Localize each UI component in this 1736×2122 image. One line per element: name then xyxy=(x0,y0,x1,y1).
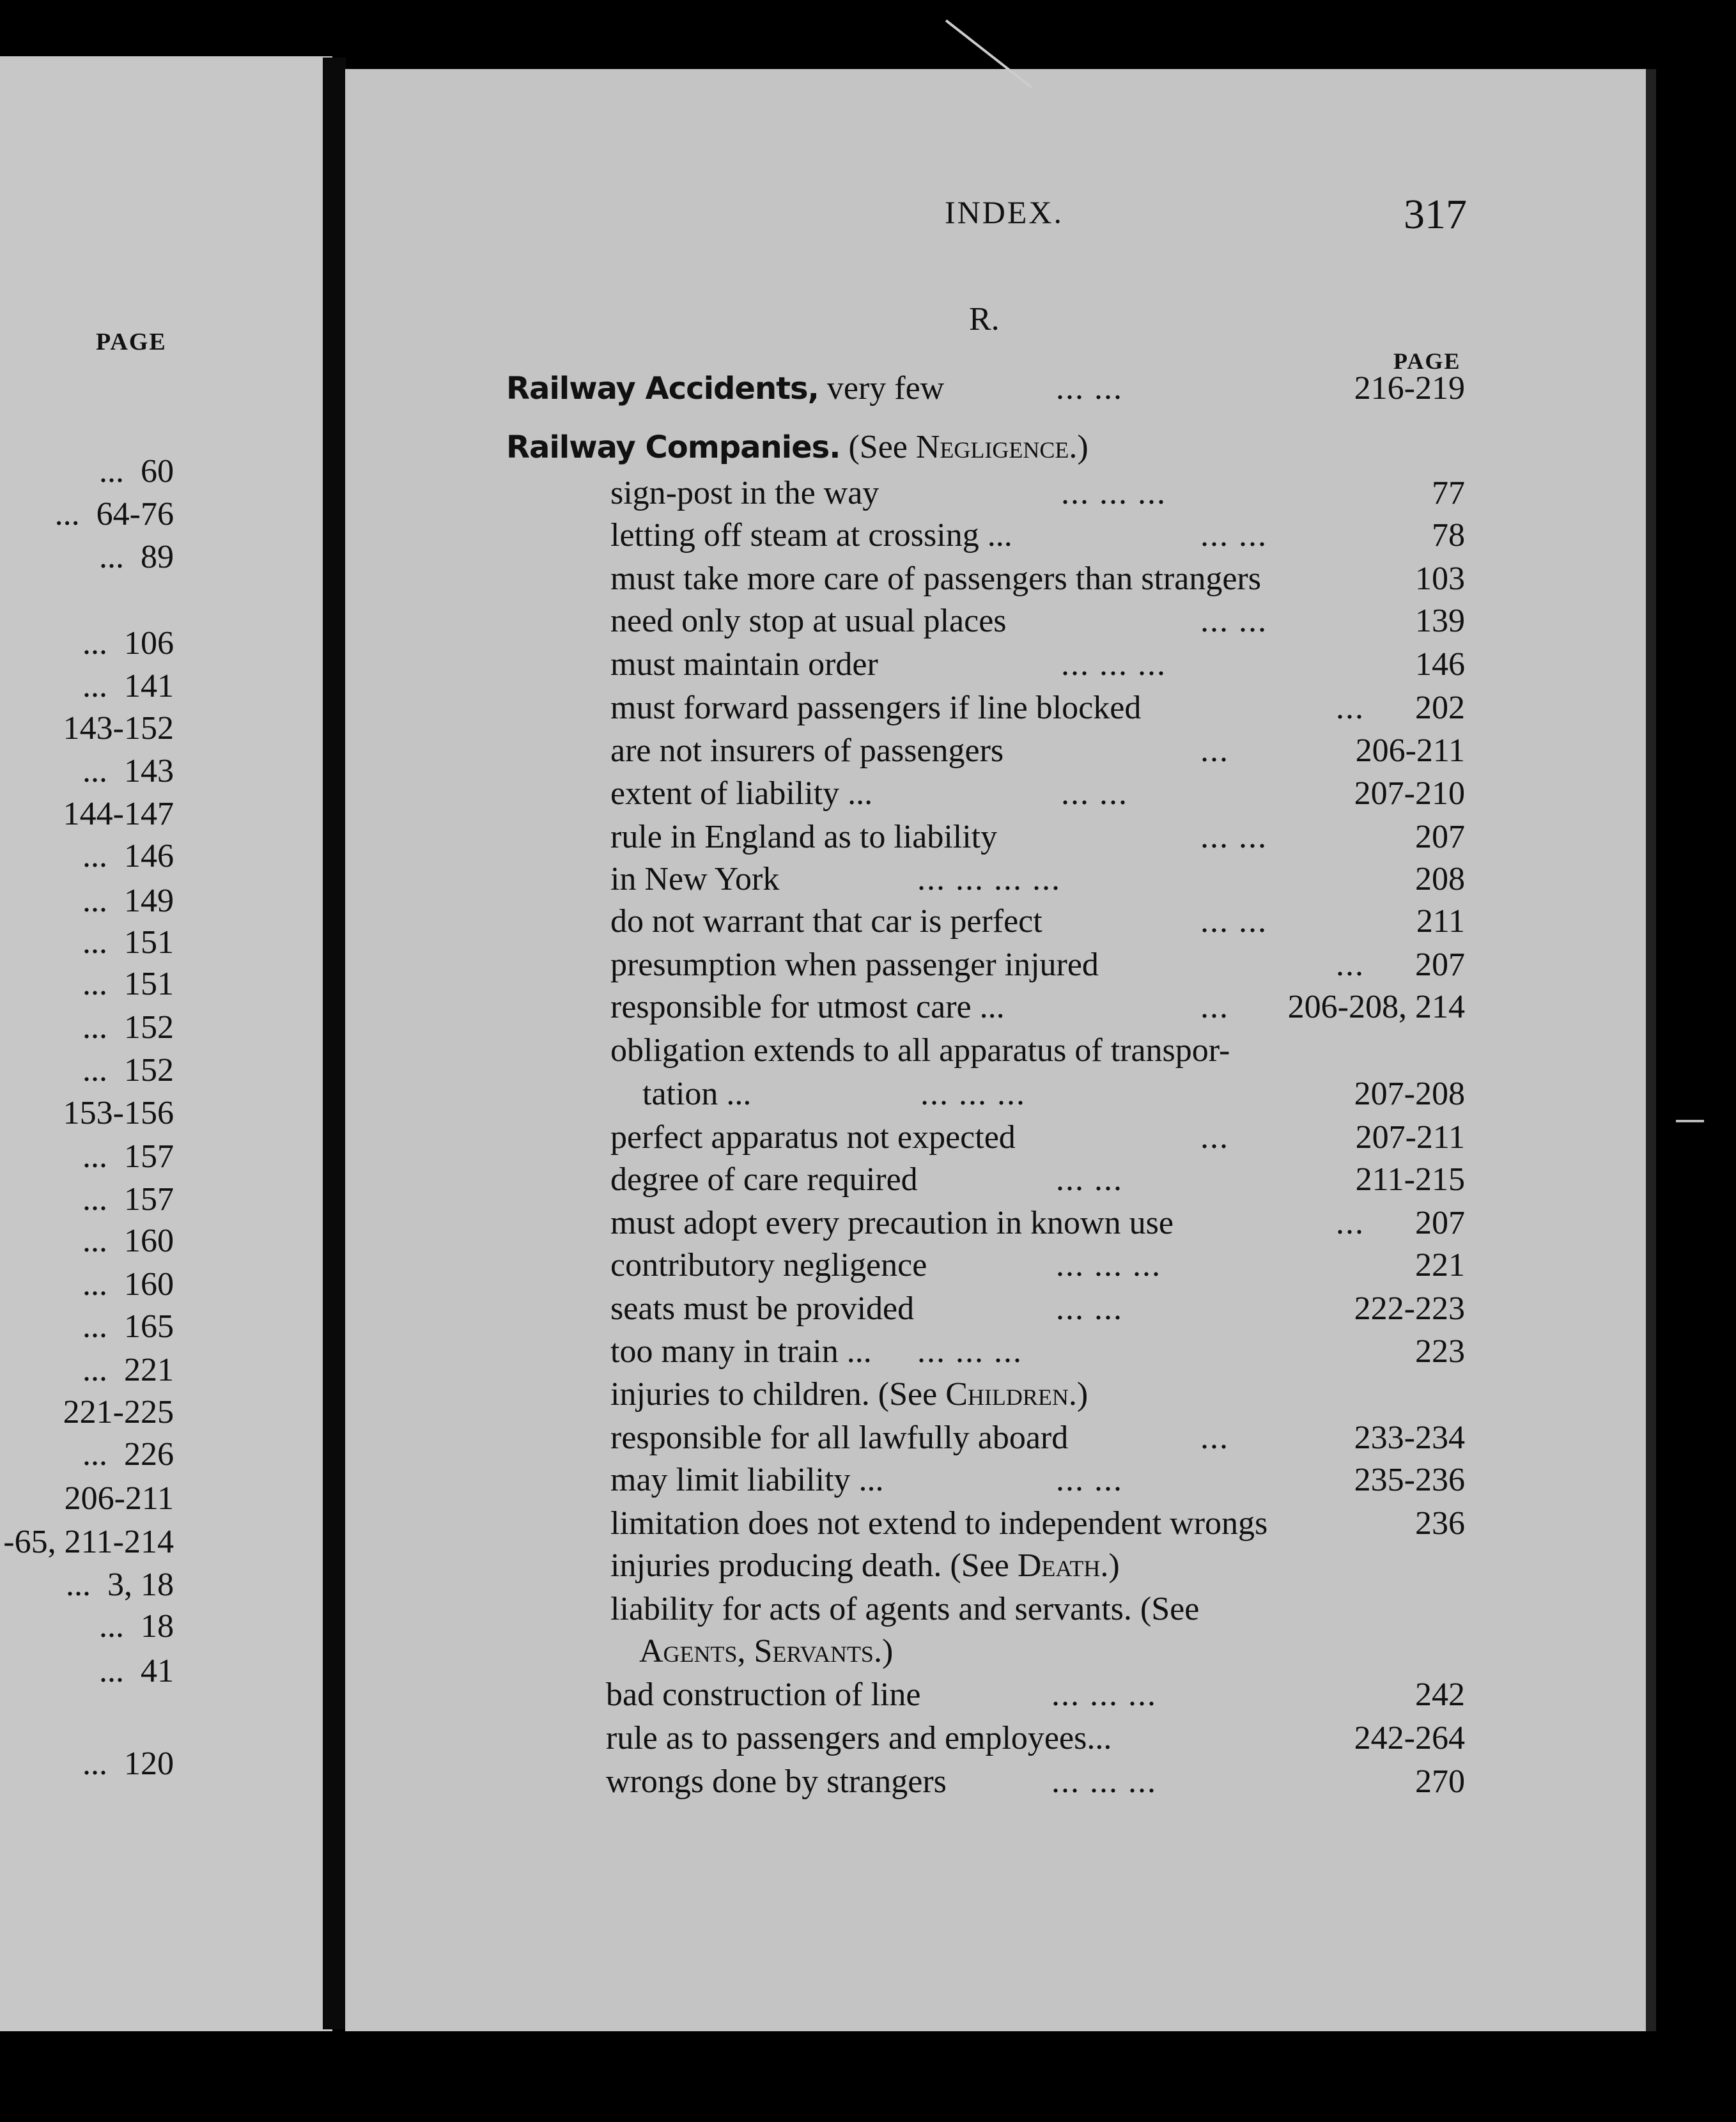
page-reference: 202 xyxy=(1415,690,1465,726)
cross-reference: Negligence. xyxy=(915,429,1078,465)
subentry-text: obligation extends to all apparatus of transpor- xyxy=(610,1032,1230,1069)
page-reference: 208 xyxy=(1415,861,1465,897)
dot-leader: ... xyxy=(54,496,80,532)
left-index-row xyxy=(47,1094,174,1132)
left-index-row xyxy=(47,1393,174,1431)
page-reference: 143 xyxy=(124,753,174,789)
dot-leader: ... ... xyxy=(1056,1462,1123,1498)
dot-leader: ... xyxy=(1336,690,1365,726)
subentry-text: rule in England as to liability xyxy=(610,819,998,855)
left-index-row xyxy=(82,1266,174,1303)
subentry-text: must take more care of passengers than strangers xyxy=(610,561,1261,597)
running-head: INDEX. xyxy=(945,194,1064,230)
index-subentry xyxy=(610,1333,872,1370)
subentry-text: in New York xyxy=(610,861,780,897)
dot-leader: ... ... ... xyxy=(1056,1247,1161,1283)
dot-leader: ... xyxy=(82,625,107,662)
dot-leader: ... ... ... xyxy=(1051,1763,1157,1800)
subentry-text: must forward passengers if line blocked xyxy=(610,690,1142,726)
page-reference: 153-156 xyxy=(63,1095,174,1131)
left-index-row xyxy=(66,1566,174,1604)
dot-leader: ... ... xyxy=(1056,1290,1123,1327)
cross-reference: Children. xyxy=(945,1376,1077,1413)
page-reference: 141 xyxy=(124,668,174,704)
page-reference: 235-236 xyxy=(1354,1462,1465,1498)
dot-leader: ... ... xyxy=(1200,603,1267,639)
subentry-text: responsible for all lawfully aboard xyxy=(610,1420,1069,1456)
dot-leader: ... ... ... xyxy=(1061,475,1166,511)
index-subentry xyxy=(610,1032,1230,1069)
subentry-text: may limit liability ... xyxy=(610,1462,884,1498)
section-letter: R. xyxy=(969,301,1000,337)
dot-leader: ... xyxy=(1336,1205,1365,1241)
dot-leader: ... ... ... xyxy=(917,1333,1023,1370)
page-reference: 270 xyxy=(1415,1763,1465,1800)
scan-mark xyxy=(1676,1120,1704,1122)
page-reference: 233-234 xyxy=(1354,1420,1465,1456)
subentry-text: seats must be provided xyxy=(610,1290,915,1327)
left-index-row xyxy=(48,1480,174,1517)
page-reference: 77 xyxy=(1432,475,1465,511)
subentry-text: wrongs done by strangers xyxy=(606,1763,947,1800)
index-subentry xyxy=(610,1204,1174,1242)
left-index-row xyxy=(82,1745,174,1783)
dot-leader: ... xyxy=(82,1746,107,1782)
page-reference: 146 xyxy=(124,838,174,874)
index-subentry xyxy=(610,732,1004,770)
page-reference: 165 xyxy=(124,1308,174,1345)
index-subentry xyxy=(610,1290,914,1328)
page-reference: 157 xyxy=(124,1138,174,1175)
subentry-text: letting off steam at crossing ... xyxy=(610,517,1012,554)
page-column-label: PAGE xyxy=(1393,348,1461,374)
page-reference: 221 xyxy=(1415,1247,1465,1283)
dot-leader: ... ... ... xyxy=(1051,1677,1157,1713)
left-index-row xyxy=(82,882,174,920)
index-subentry xyxy=(610,1419,1068,1457)
subentry-text: extent of liability ... xyxy=(610,775,873,812)
left-index-row xyxy=(82,1436,174,1473)
page-reference: 78 xyxy=(1432,517,1465,554)
dot-leader: ... ... xyxy=(1200,517,1267,554)
dot-leader: ... xyxy=(82,668,107,704)
dot-leader: ... xyxy=(66,1567,91,1603)
dot-leader: ... xyxy=(82,753,107,789)
subentry-text: perfect apparatus not expected xyxy=(610,1119,1016,1156)
page-reference: 221-225 xyxy=(63,1394,174,1430)
page-reference: 226 xyxy=(124,1436,174,1473)
index-subentry xyxy=(606,1763,947,1801)
page-reference: 216-219 xyxy=(1354,370,1465,407)
dot-leader: ... ... xyxy=(1056,1161,1123,1198)
page-reference: 206-211 xyxy=(64,1480,174,1517)
cross-reference-close: ) xyxy=(1108,1547,1120,1584)
dot-leader: ... xyxy=(82,1352,107,1388)
dot-leader: ... xyxy=(1200,989,1229,1025)
page-reference: 160 xyxy=(124,1223,174,1259)
heading-term: Railway Accidents, xyxy=(506,371,819,407)
page-reference: 120 xyxy=(124,1746,174,1782)
page-reference: 89 xyxy=(141,539,174,575)
subentry-text: injuries producing death. (See xyxy=(610,1547,1018,1584)
left-index-row xyxy=(82,1181,174,1218)
dot-leader: ... xyxy=(82,966,107,1002)
left-index-row xyxy=(0,1523,174,1561)
page-reference: 64-76 xyxy=(96,496,174,532)
dot-leader: ... xyxy=(82,1009,107,1046)
book-spine xyxy=(323,58,346,2029)
dot-leader: ... xyxy=(99,1653,124,1689)
index-subentry xyxy=(606,1676,920,1714)
page-reference: 211-215 xyxy=(1355,1161,1465,1198)
index-subentry xyxy=(610,689,1141,727)
left-index-row xyxy=(82,1222,174,1260)
index-subentry xyxy=(610,818,997,856)
heading-qualifier: very few xyxy=(818,370,945,407)
subentry-text: tation ... xyxy=(642,1076,752,1112)
dot-leader: ... xyxy=(1200,1420,1229,1456)
dot-leader: ... ... xyxy=(1061,775,1128,812)
index-subentry xyxy=(610,1375,1088,1413)
index-subentry xyxy=(610,1547,1120,1584)
left-index-row xyxy=(82,1009,174,1046)
subentry-text: limitation does not extend to independent wrongs xyxy=(610,1505,1268,1542)
page-reference: 139 xyxy=(1415,603,1465,639)
left-index-row xyxy=(55,495,174,533)
left-index-row xyxy=(47,709,174,747)
dot-leader: ... xyxy=(99,1608,124,1645)
page-reference: 146 xyxy=(1415,646,1465,683)
left-page-column-label: PAGE xyxy=(96,329,167,355)
dot-leader: ... xyxy=(1336,947,1365,983)
left-index-row xyxy=(99,1607,174,1645)
subentry-text: are not insurers of passengers xyxy=(610,732,1004,769)
index-subentry xyxy=(610,860,779,898)
index-subentry xyxy=(610,474,879,512)
index-subentry xyxy=(610,902,1042,940)
left-index-row xyxy=(82,1308,174,1345)
index-subentry xyxy=(610,775,872,812)
page-reference: 207-208 xyxy=(1354,1076,1465,1112)
page-reference: 18 xyxy=(141,1608,174,1645)
index-subentry xyxy=(610,1119,1016,1156)
page-reference: 60 xyxy=(141,453,174,490)
subentry-text: do not warrant that car is perfect xyxy=(610,903,1042,940)
page-reference: 206-211 xyxy=(1355,732,1465,769)
index-subentry xyxy=(610,516,1012,554)
left-index-row xyxy=(82,752,174,790)
subentry-text: bad construction of line xyxy=(606,1677,921,1713)
cross-reference: Death. xyxy=(1017,1547,1109,1584)
left-index-row xyxy=(82,624,174,662)
dot-leader: ... ... ... xyxy=(1061,646,1166,683)
page-reference: 207-211 xyxy=(1355,1119,1465,1156)
subentry-text: sign-post in the way xyxy=(610,475,880,511)
dot-leader: ... xyxy=(99,539,124,575)
page-reference: -65, 211-214 xyxy=(3,1524,174,1560)
page-reference: 149 xyxy=(124,883,174,919)
subentry-text: degree of care required xyxy=(610,1161,918,1198)
left-index-row xyxy=(82,837,174,875)
page-reference: 151 xyxy=(124,924,174,961)
dot-leader: ... xyxy=(82,1436,107,1473)
page-edge-shadow xyxy=(1646,69,1656,2031)
page-reference: 151 xyxy=(124,966,174,1002)
left-index-row xyxy=(82,924,174,961)
dot-leader: ... xyxy=(82,1138,107,1175)
page-reference: 144-147 xyxy=(63,796,174,832)
dot-leader: ... xyxy=(82,1181,107,1218)
page-reference: 242 xyxy=(1415,1677,1465,1713)
index-subentry xyxy=(610,946,1099,984)
page-reference: 152 xyxy=(124,1009,174,1046)
dot-leader: ... xyxy=(1200,1119,1229,1156)
page-reference: 106 xyxy=(124,625,174,662)
page-reference: 223 xyxy=(1415,1333,1465,1370)
left-index-row xyxy=(99,453,174,490)
page-reference: 207-210 xyxy=(1354,775,1465,812)
page-reference: 143-152 xyxy=(63,710,174,747)
left-index-row xyxy=(82,1138,174,1175)
page-reference: 211 xyxy=(1416,903,1465,940)
subentry-text: liability for acts of agents and servants. (See xyxy=(610,1591,1200,1627)
subentry-text: too many in train ... xyxy=(610,1333,872,1370)
subentry-text: must maintain order xyxy=(610,646,878,683)
page-reference: 221 xyxy=(124,1352,174,1388)
index-subentry xyxy=(610,1461,884,1499)
index-subentry xyxy=(639,1632,893,1670)
subentry-text: contributory negligence xyxy=(610,1247,927,1283)
page-reference: 3, 18 xyxy=(107,1567,174,1603)
left-index-row xyxy=(82,1051,174,1089)
index-subentry xyxy=(642,1075,751,1113)
page-reference: 103 xyxy=(1415,561,1465,597)
page-reference: 160 xyxy=(124,1266,174,1303)
index-subentry xyxy=(610,602,1007,640)
page-reference: 157 xyxy=(124,1181,174,1218)
index-subentry xyxy=(610,1505,1267,1542)
index-heading-railway-companies xyxy=(506,428,1089,466)
dot-leader: ... xyxy=(82,838,107,874)
page-reference: 207 xyxy=(1415,1205,1465,1241)
left-index-row xyxy=(99,1652,174,1690)
page-reference: 41 xyxy=(141,1653,174,1689)
subentry-text: rule as to passengers and employees... xyxy=(606,1720,1112,1756)
page-reference: 207 xyxy=(1415,947,1465,983)
page-number: 317 xyxy=(1404,191,1467,238)
index-subentry xyxy=(610,560,1261,598)
index-subentry xyxy=(610,646,878,683)
page-reference: 222-223 xyxy=(1354,1290,1465,1327)
index-subentry xyxy=(610,1161,918,1198)
page-reference: 236 xyxy=(1415,1505,1465,1542)
left-index-row xyxy=(82,667,174,705)
subentry-text: need only stop at usual places xyxy=(610,603,1007,639)
dot-leader: ... xyxy=(82,883,107,919)
subentry-text: responsible for utmost care ... xyxy=(610,989,1005,1025)
left-index-row xyxy=(82,1351,174,1389)
left-index-row xyxy=(99,538,174,576)
cross-reference-close: ) xyxy=(881,1633,894,1669)
index-heading-railway-accidents xyxy=(506,369,944,407)
subentry-text: injuries to children. (See xyxy=(610,1376,946,1413)
subentry-text: presumption when passenger injured xyxy=(610,947,1099,983)
left-index-row xyxy=(47,795,174,833)
dot-leader: ... ... xyxy=(1056,370,1123,407)
dot-leader: ... ... xyxy=(1200,903,1267,940)
dot-leader: ... ... ... xyxy=(920,1076,1026,1112)
page-reference: 206-208, 214 xyxy=(1287,989,1465,1025)
dot-leader: ... xyxy=(82,1266,107,1303)
page-reference: 152 xyxy=(124,1052,174,1088)
page-reference: 207 xyxy=(1415,819,1465,855)
dot-leader: ... xyxy=(82,924,107,961)
dot-leader: ... xyxy=(1200,732,1229,769)
cross-reference: Agents, Servants. xyxy=(639,1633,882,1669)
index-subentry xyxy=(610,1590,1199,1628)
heading-see-suffix: ) xyxy=(1077,429,1089,465)
page-reference: 242-264 xyxy=(1354,1720,1465,1756)
index-subentry xyxy=(610,988,1005,1026)
heading-see-prefix: (See xyxy=(840,429,916,465)
cross-reference-close: ) xyxy=(1076,1376,1089,1413)
dot-leader: ... ... ... ... xyxy=(917,861,1061,897)
index-subentry xyxy=(610,1246,927,1284)
dot-leader: ... xyxy=(82,1308,107,1345)
index-subentry xyxy=(606,1719,1112,1757)
heading-term: Railway Companies. xyxy=(506,430,841,465)
dot-leader: ... ... xyxy=(1200,819,1267,855)
left-index-row xyxy=(82,965,174,1003)
dot-leader: ... xyxy=(82,1223,107,1259)
dot-leader: ... xyxy=(82,1052,107,1088)
dot-leader: ... xyxy=(99,453,124,490)
subentry-text: must adopt every precaution in known use xyxy=(610,1205,1174,1241)
